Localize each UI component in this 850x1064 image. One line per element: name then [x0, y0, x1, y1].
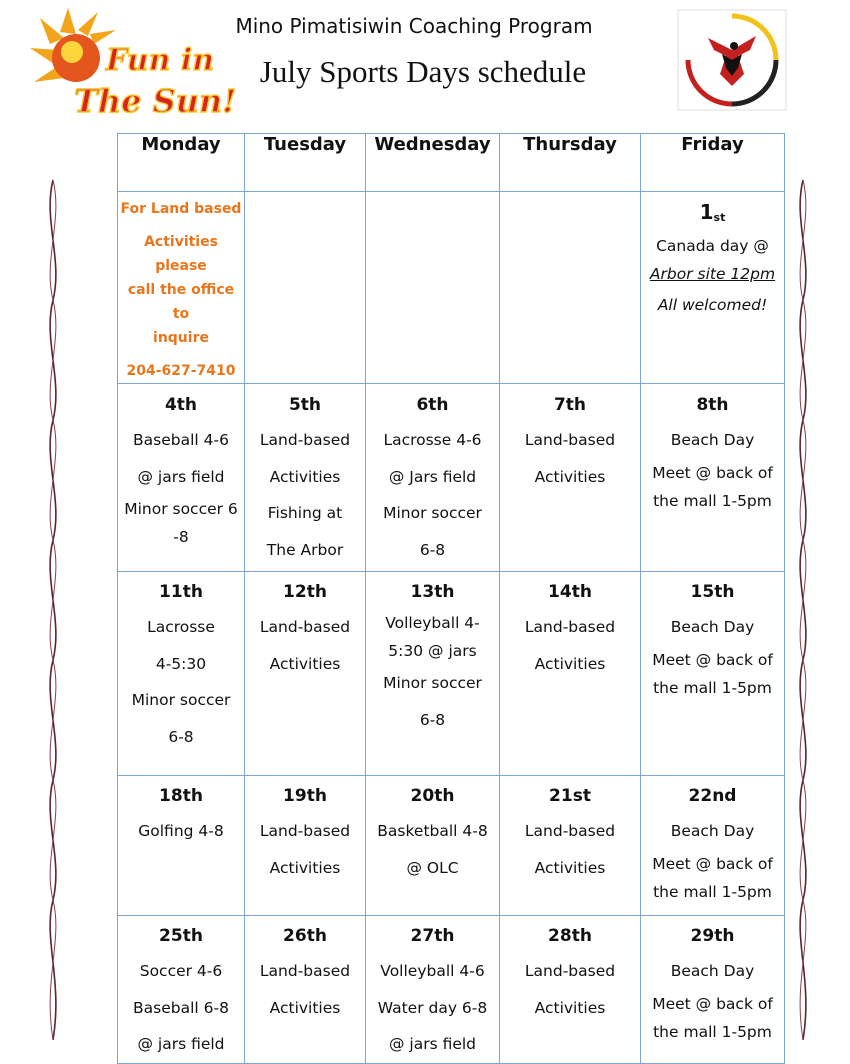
event-line: 6-8	[168, 727, 194, 746]
date-label: 12th	[283, 582, 327, 602]
event-line: Minor soccer	[383, 674, 482, 692]
event-line: Activities	[269, 998, 341, 1017]
day-header-tuesday: Tuesday	[245, 134, 366, 192]
event-line: Land-based	[259, 822, 351, 840]
event-line: Volleyball 4-	[385, 614, 480, 632]
day-cell	[118, 916, 245, 1064]
land-based-note-line: inquire	[153, 330, 209, 346]
day-cell	[245, 776, 366, 916]
event-line: Canada day @	[656, 237, 769, 255]
land-based-note-cell	[118, 192, 245, 384]
day-cell	[366, 916, 500, 1064]
event-line: 6-8	[419, 540, 446, 559]
event-line: @ jars field	[137, 467, 225, 486]
event-line: Beach Day	[670, 431, 755, 449]
event-line: Minor soccer	[131, 691, 231, 709]
event-line: Golfing 4-8	[138, 822, 224, 840]
event-line: Land-based	[259, 431, 351, 449]
date-label: 25th	[159, 926, 203, 946]
event-line: Land-based	[259, 962, 351, 980]
land-based-note-line: For Land based	[120, 201, 242, 217]
event-line: Meet @ back of	[652, 463, 773, 482]
event-line: Meet @ back of	[652, 650, 773, 669]
logo-text-line1: Fun in	[106, 43, 215, 78]
event-line: Beach Day	[670, 962, 755, 980]
day-cell	[245, 384, 366, 572]
event-line: The Arbor	[266, 540, 344, 559]
date-label: 28th	[548, 926, 592, 946]
date-label: 8th	[696, 395, 729, 415]
event-line: @ Jars field	[388, 467, 477, 486]
office-phone-number: 204-627-7410	[126, 363, 236, 379]
day-cell	[641, 776, 785, 916]
event-line: Meet @ back of	[652, 854, 773, 873]
event-line: @ jars field	[137, 1035, 225, 1053]
health-authority-seal	[678, 10, 786, 110]
event-line: Beach Day	[670, 822, 755, 840]
date-label: 14th	[548, 582, 592, 602]
date-label: 29th	[690, 926, 735, 946]
week-row-4	[118, 776, 785, 916]
week-row-1	[118, 192, 785, 384]
day-cell	[500, 572, 641, 776]
date-label: 19th	[283, 786, 327, 806]
event-line: Minor soccer 6	[124, 500, 238, 518]
date-label: 11th	[159, 582, 203, 602]
event-line: Soccer 4-6	[139, 962, 223, 980]
program-name: Mino Pimatisiwin Coaching Program	[235, 14, 593, 38]
event-line: Activities	[534, 998, 606, 1017]
day-header-thursday: Thursday	[500, 134, 641, 192]
event-line: Activities	[534, 654, 606, 673]
day-header-monday: Monday	[118, 134, 245, 192]
event-line: the mall 1-5pm	[653, 491, 772, 510]
event-line: @ jars field	[388, 1035, 477, 1053]
event-line: -8	[173, 528, 189, 546]
day-header-friday: Friday	[641, 134, 785, 192]
empty-day-cell	[500, 192, 641, 384]
event-line: Baseball 4-6	[133, 431, 229, 449]
event-line: the mall 1-5pm	[653, 1022, 772, 1041]
week-row-3	[118, 572, 785, 776]
event-line: Land-based	[524, 618, 616, 636]
week-row-2	[118, 384, 785, 572]
event-line: Baseball 6-8	[133, 998, 229, 1017]
land-based-note-line: call the office to	[127, 282, 235, 322]
event-line: Water day 6-8	[377, 998, 488, 1017]
decorative-vine-right	[793, 180, 813, 1040]
day-cell	[641, 384, 785, 572]
empty-day-cell	[366, 192, 500, 384]
date-label: 21st	[549, 786, 591, 806]
day-cell	[118, 384, 245, 572]
day-cell	[118, 572, 245, 776]
date-label: 18th	[159, 786, 203, 806]
date-label: 13th	[410, 582, 455, 602]
event-line: 4-5:30	[155, 654, 207, 673]
empty-day-cell	[245, 192, 366, 384]
day-cell-1st	[641, 192, 785, 384]
event-line: Activities	[269, 858, 341, 877]
day-cell	[500, 776, 641, 916]
event-line: the mall 1-5pm	[653, 882, 772, 901]
day-header-wednesday: Wednesday	[366, 134, 500, 192]
event-line: @ OLC	[406, 858, 459, 877]
date-label: 27th	[410, 926, 455, 946]
week-row-5	[118, 916, 785, 1064]
logo-text-line2: The Sun!	[74, 82, 237, 120]
day-cell	[366, 572, 500, 776]
date-label: 20th	[410, 786, 455, 806]
day-cell	[118, 776, 245, 916]
date-label: 5th	[288, 395, 322, 415]
date-label: 6th	[416, 395, 449, 415]
date-label: 15th	[690, 582, 735, 602]
event-line: Activities	[269, 467, 341, 486]
event-line: Activities	[534, 858, 606, 877]
date-label: 4th	[164, 395, 198, 415]
event-line: Land-based	[524, 431, 616, 449]
day-cell	[641, 572, 785, 776]
land-based-note-line: Activities please	[144, 234, 218, 274]
event-line: Fishing at	[267, 504, 343, 522]
event-line: Activities	[269, 654, 341, 673]
date-label: 26th	[283, 926, 327, 946]
event-line: 5:30 @ jars	[388, 642, 477, 660]
day-cell	[641, 916, 785, 1064]
date-label: 1st	[699, 200, 726, 224]
day-cell	[500, 916, 641, 1064]
day-cell	[366, 384, 500, 572]
event-line: Lacrosse 4-6	[383, 431, 482, 449]
event-location: Arbor site 12pm	[649, 265, 776, 283]
day-cell	[245, 572, 366, 776]
event-line: Lacrosse	[147, 618, 215, 636]
event-line: the mall 1-5pm	[653, 678, 772, 697]
event-line: Land-based	[259, 618, 351, 636]
page-title: July Sports Days schedule	[259, 54, 587, 89]
event-line: Meet @ back of	[652, 994, 773, 1013]
event-line: Volleyball 4-6	[380, 962, 485, 980]
event-line: Minor soccer	[383, 504, 482, 522]
event-line: 6-8	[419, 710, 446, 729]
day-cell	[500, 384, 641, 572]
day-cell	[366, 776, 500, 916]
schedule-table	[117, 133, 785, 1064]
event-line: Land-based	[524, 962, 616, 980]
event-line: Activities	[534, 467, 606, 486]
event-line: Beach Day	[670, 618, 755, 636]
day-cell	[245, 916, 366, 1064]
event-line: Basketball 4-8	[377, 822, 488, 840]
decorative-vine-left	[43, 180, 63, 1040]
header-row	[118, 134, 785, 192]
date-label: 22nd	[688, 786, 737, 806]
date-label: 7th	[553, 395, 587, 415]
event-line: Land-based	[524, 822, 616, 840]
event-note: All welcomed!	[657, 296, 768, 314]
